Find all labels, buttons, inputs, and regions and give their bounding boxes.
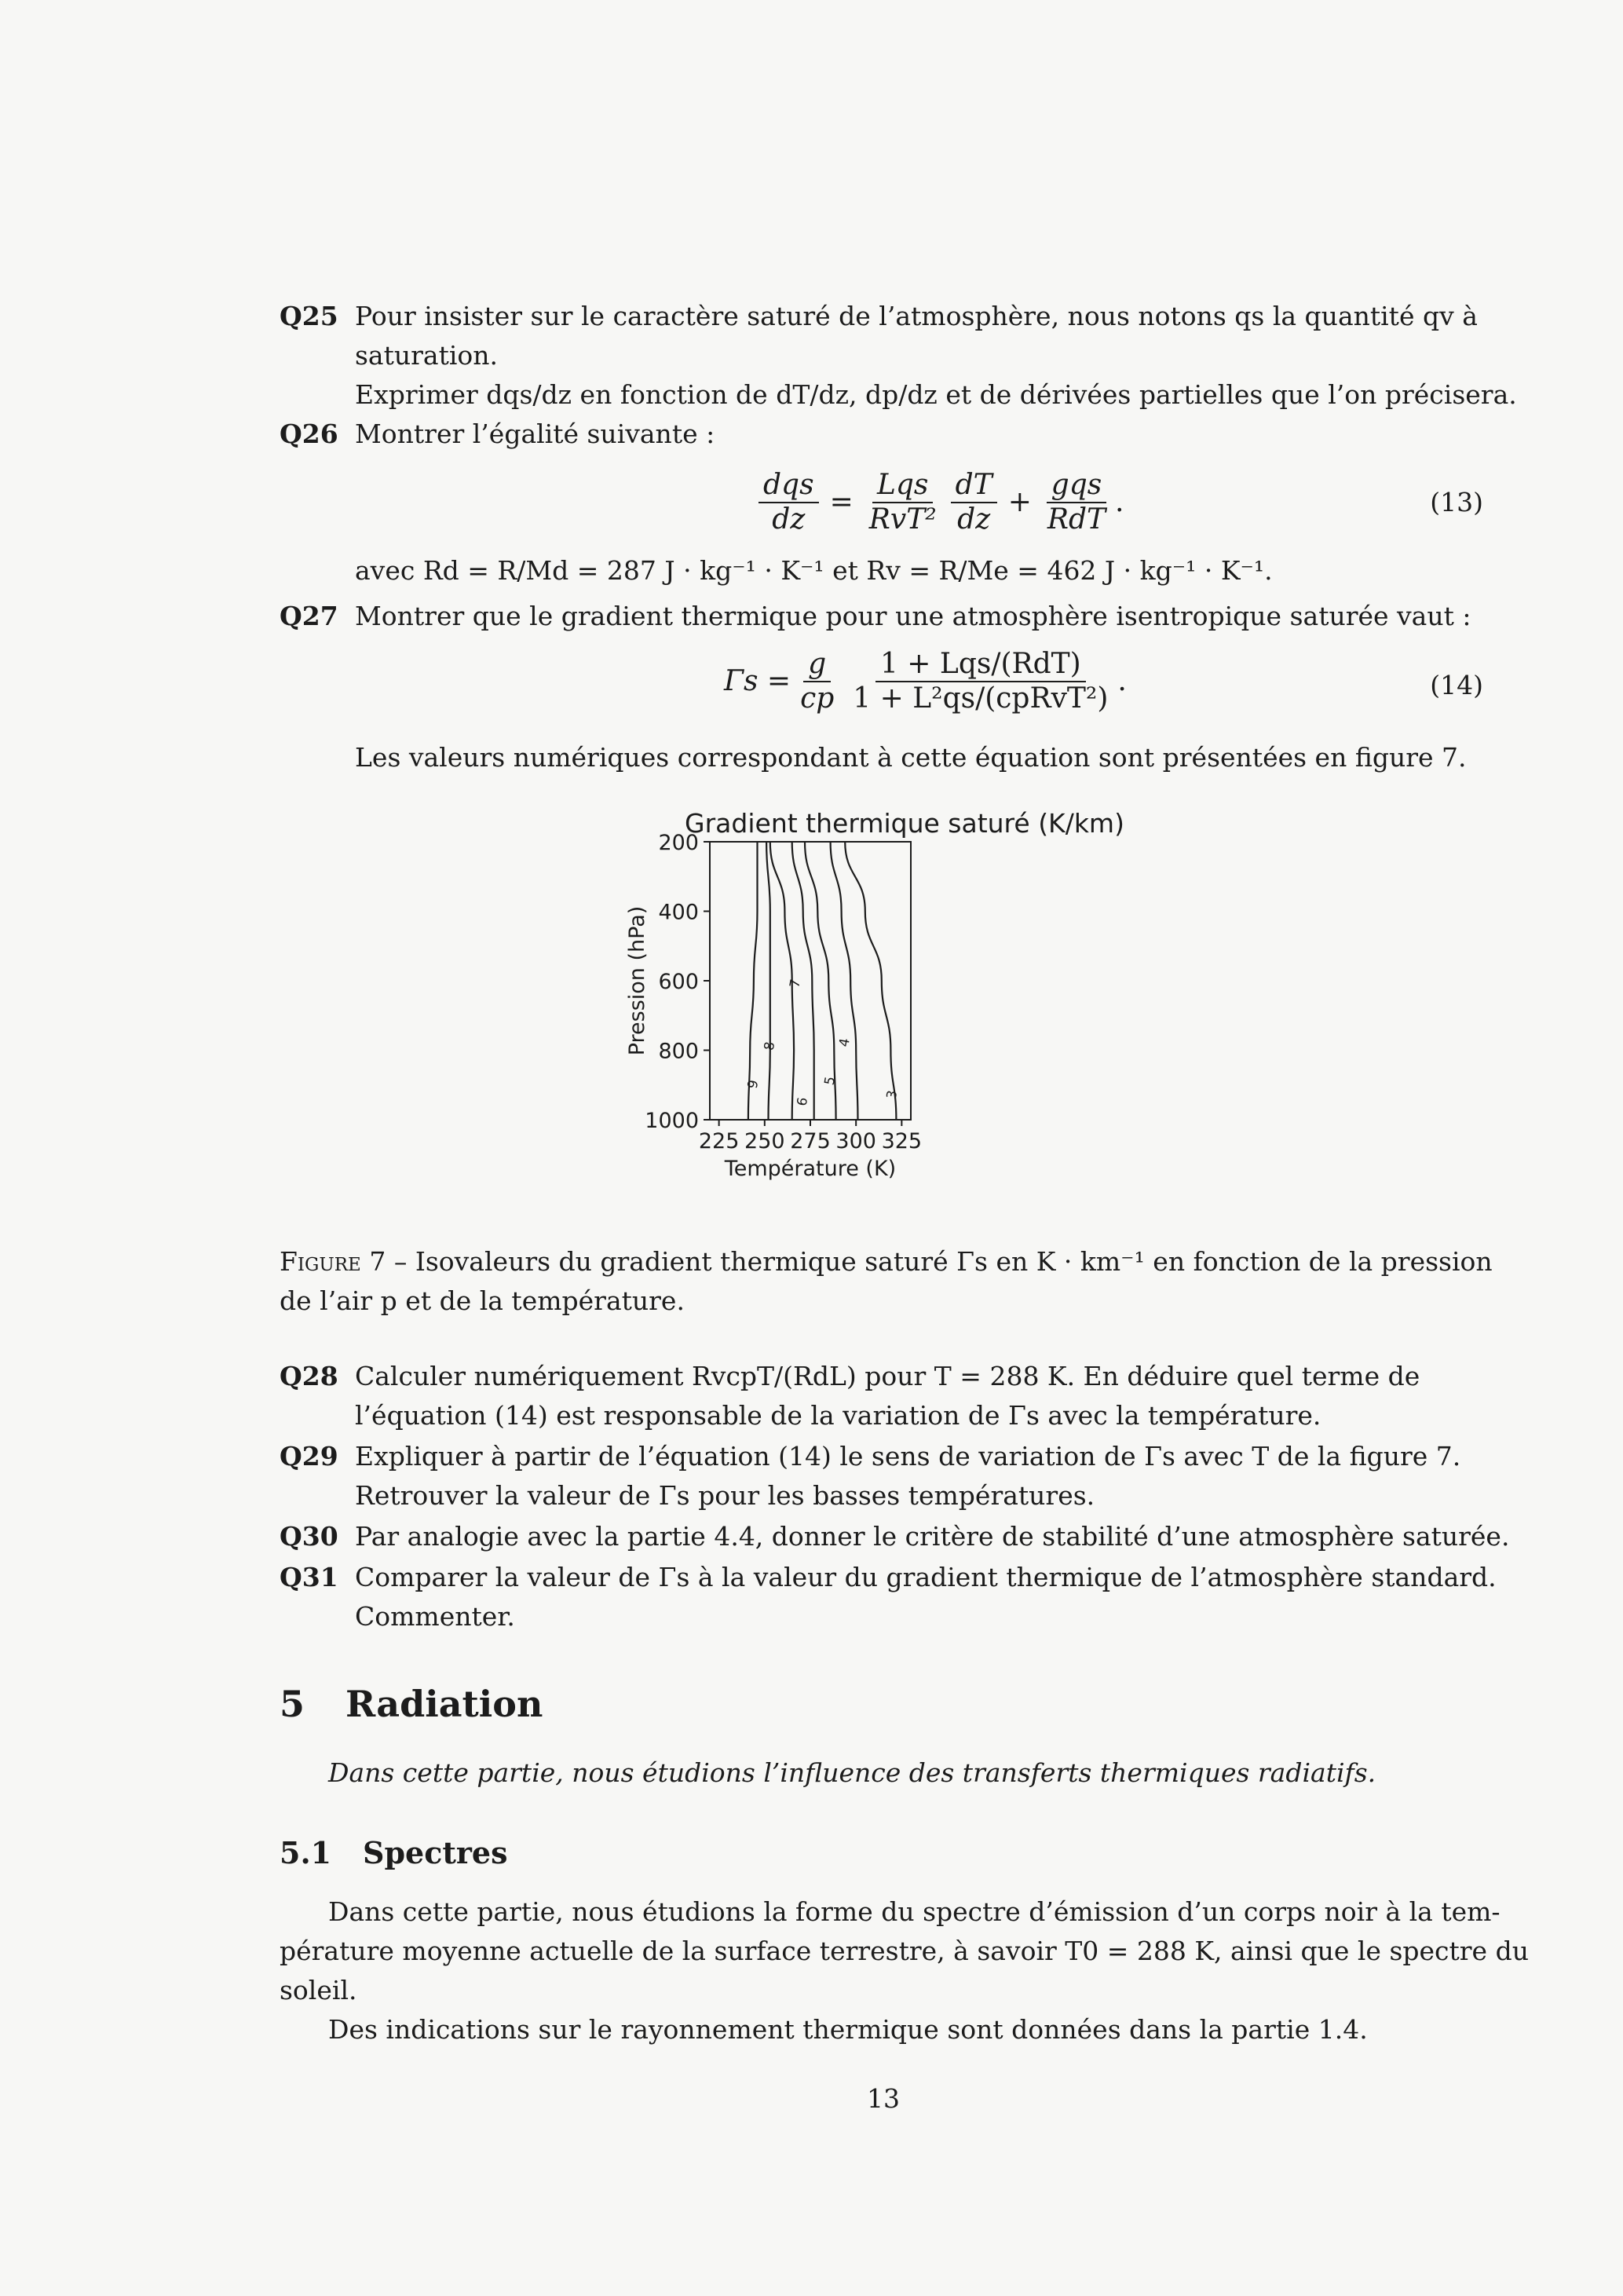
q27-label: Q27 (280, 601, 338, 631)
section-5-number: 5 (280, 1683, 305, 1725)
section-5-title: Radiation (345, 1683, 543, 1725)
contour-label-5: 5 (821, 1075, 839, 1087)
equation-13: $\frac{\text{dqs}}{dz}$ = $\frac{\text{Lqs}}{\text{RvT²}}$ $\frac{dT}{dz}$ + $\frac{\text{gqs}}{\text{RdT}}$ . (754, 463, 1124, 542)
q28-label: Q28 (280, 1361, 338, 1391)
q25-line1: Pour insister sur le caractère saturé de l’atmosphère, nous notons qs la quantité qv à (355, 301, 1478, 331)
chart-title: Gradient thermique saturé (K/km) (685, 808, 1124, 839)
q26-avec: avec Rd = R/Md = 287 J · kg⁻¹ · K⁻¹ et Rv = R/Me = 462 J · kg⁻¹ · K⁻¹. (355, 555, 1273, 586)
q26-label: Q26 (280, 419, 338, 449)
eq13-t1-den: RvT² (868, 503, 937, 536)
x-tick-label: 250 (744, 1129, 785, 1153)
eq14-main-den: 1 + L²qs/(cpRvT²) (853, 682, 1109, 715)
eq13-lhs-den: dz (772, 503, 806, 536)
q31-label: Q31 (280, 1562, 338, 1592)
contour-label-3: 3 (883, 1089, 901, 1101)
q27-text: Montrer que le gradient thermique pour une atmosphère isentropique saturée vaut : (355, 601, 1471, 631)
q25-line3: Exprimer dqs/dz en fonction de dT/dz, dp/dz et de dérivées partielles que l’on précisera. (355, 379, 1517, 410)
figure-caption (280, 1242, 1493, 1281)
q29-label: Q29 (280, 1441, 338, 1472)
x-tick-label: 300 (835, 1129, 876, 1153)
contour-label-9: 9 (744, 1078, 762, 1090)
eq13-t1b-den: dz (957, 503, 991, 536)
q30-label: Q30 (280, 1521, 338, 1552)
q25-label: Q25 (280, 301, 338, 331)
q31-line2: Commenter. (355, 1601, 515, 1632)
y-tick-label: 200 (658, 831, 699, 855)
q28-line1: Calculer numériquement RvcpT/(RdL) pour T = 288 K. En déduire quel terme de (355, 1361, 1420, 1391)
x-tick-label: 275 (790, 1129, 831, 1153)
section-5-1-p1-line2: pérature moyenne actuelle de la surface terrestre, à savoir T0 = 288 K, ainsi que le spectre du (280, 1936, 1529, 1966)
section-5-1-p1-line1: Dans cette partie, nous étudions la forme du spectre d’émission d’un corps noir à la tem- (328, 1896, 1501, 1927)
eq13-t2-num: gqs (1047, 469, 1107, 503)
eq14-g-num: g (803, 648, 831, 682)
eq14-g-den: cp (800, 682, 835, 715)
section-5-1-p1-line3: soleil. (280, 1975, 357, 2005)
section-5-intro: Dans cette partie, nous étudions l’influence des transferts thermiques radiatifs. (328, 1757, 1376, 1788)
q28-line2: l’équation (14) est responsable de la variation de Γs avec la température. (355, 1400, 1321, 1431)
q30-line1: Par analogie avec la partie 4.4, donner le critère de stabilité d’une atmosphère saturée. (355, 1521, 1510, 1552)
page-number: 13 (867, 2083, 900, 2114)
y-tick-label: 600 (658, 970, 699, 994)
eq14-lhs: Γs = (724, 665, 791, 697)
x-tick-label: 225 (698, 1129, 740, 1153)
contour-label-6: 6 (794, 1095, 812, 1108)
eq13-lhs-num: dqs (758, 469, 819, 503)
eq13-t2-den: RdT (1047, 503, 1106, 536)
eq13-t1-num: Lqs (872, 469, 933, 503)
section-5-1-number: 5.1 (280, 1835, 332, 1870)
figure-caption-line1: – Isovaleurs du gradient thermique saturé Γs en K · km⁻¹ en fonction de la pression (386, 1246, 1493, 1277)
x-tick-label: 325 (881, 1129, 923, 1153)
y-axis-label: Pression (hPa) (625, 905, 649, 1056)
section-5-1-title: Spectres (363, 1835, 508, 1870)
x-axis (699, 1120, 922, 1153)
section-5-1-p2: Des indications sur le rayonnement thermique sont données dans la partie 1.4. (328, 2014, 1368, 2045)
q29-line2: Retrouver la valeur de Γs pour les basses températures. (355, 1480, 1095, 1511)
contour-label-7: 7 (787, 978, 804, 989)
contour-line-9 (748, 842, 758, 1120)
contour-line-3 (845, 842, 896, 1120)
figure-caption-prefix: Figure 7 (280, 1246, 386, 1277)
equation-13-number: (13) (1430, 487, 1483, 517)
equation-14-number: (14) (1430, 670, 1483, 700)
q25-line2: saturation. (355, 340, 498, 371)
y-axis (645, 831, 710, 1133)
contour-label-8: 8 (761, 1040, 779, 1052)
q27-after: Les valeurs numériques correspondant à cette équation sont présentées en figure 7. (355, 742, 1467, 773)
y-tick-label: 400 (658, 900, 699, 925)
x-axis-label: Température (K) (724, 1157, 897, 1181)
equation-14: Γs = $\frac{g}{cp}$ $\frac{\text{1 + Lqs/(RdT)}}{\text{1 + L²qs/(cpRvT²)}}$ . (724, 648, 1127, 715)
plot-area (710, 842, 911, 1120)
eq13-t1b-num: dT (951, 469, 997, 503)
figure-caption-line2: de l’air p et de la température. (280, 1285, 685, 1316)
q31-line1: Comparer la valeur de Γs à la valeur du gradient thermique de l’atmosphère standard. (355, 1562, 1497, 1592)
q29-line1: Expliquer à partir de l’équation (14) le sens de variation de Γs avec T de la figure 7. (355, 1441, 1461, 1472)
eq14-main-num: 1 + Lqs/(RdT) (875, 648, 1086, 682)
y-tick-label: 1000 (645, 1109, 699, 1133)
contour-line-8 (766, 842, 770, 1120)
y-tick-label: 800 (658, 1039, 699, 1064)
figure-7-chart (605, 801, 1154, 1209)
contour-label-4: 4 (836, 1036, 854, 1048)
q26-text: Montrer l’égalité suivante : (355, 419, 715, 449)
